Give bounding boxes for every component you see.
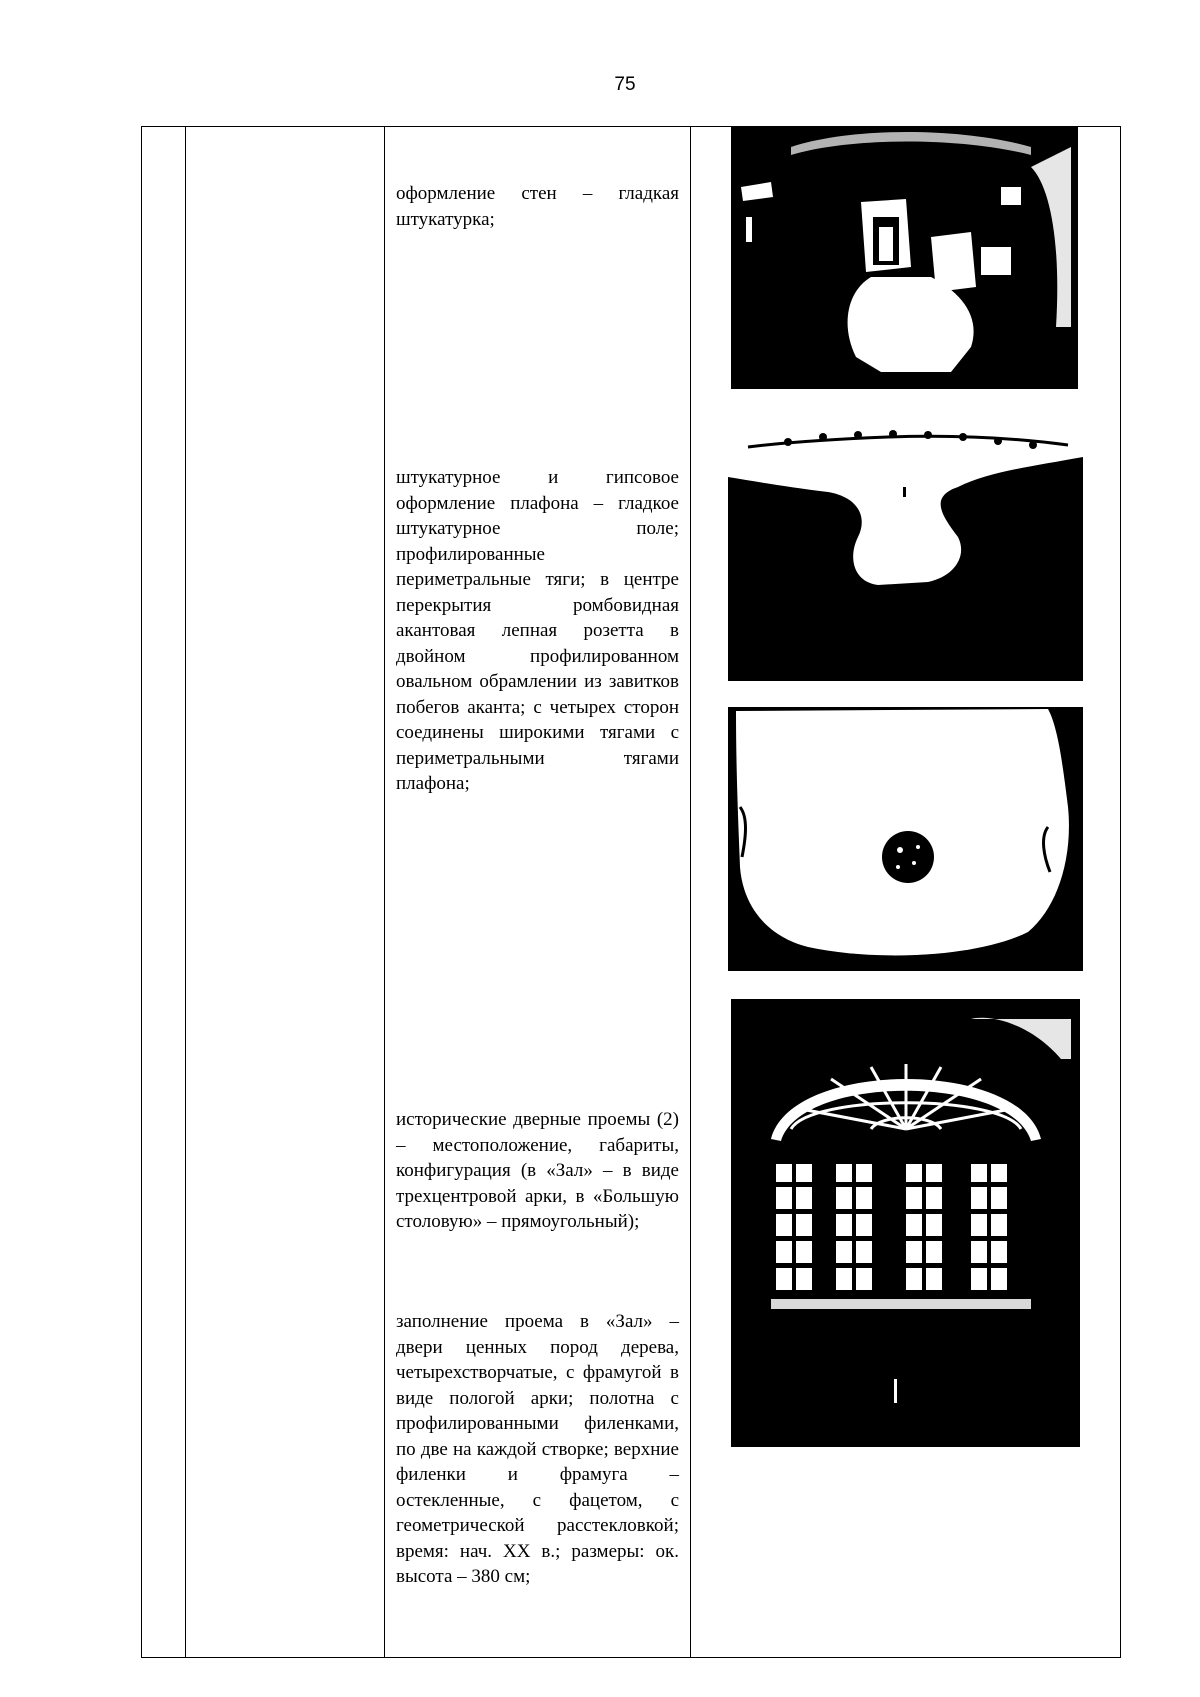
ceiling-perimeter-photo xyxy=(728,417,1083,681)
column-divider-2 xyxy=(384,127,385,1657)
door-fill-description: заполнение проема в «Зал» – двери ценных пород дерева, четырехстворчатые, с фрамугой в виде пологой арки; полотна с профилированными филенками, по две на каждой створке; верхние филенки и фрамуга – остекленные, с фацетом, с геометрической расстекловкой; время: нач. XX в.; размеры: ок. высота – 380 см; xyxy=(396,1311,679,1587)
arched-door-photo xyxy=(731,999,1080,1447)
column-divider-3 xyxy=(690,127,691,1657)
page-number: 75 xyxy=(614,74,636,95)
walls-description: оформление стен – гладкая штукатурка; xyxy=(396,183,679,230)
column-divider-1 xyxy=(185,127,186,1657)
ceiling-rosette-photo xyxy=(728,707,1083,971)
attributes-table xyxy=(141,126,1121,1658)
ceiling-description: штукатурное и гипсовое оформление плафона – гладкое штукатурное поле; профилированные периметральные тяги; в центре перекрытия ромбовидная акантовая лепная розетта в двойном профилированном овальном обрамлении из завитков побегов аканта; с четырех сторон соединены широкими тягами с периметральными тягами плафона; xyxy=(396,467,679,794)
doorways-description: исторические дверные проемы (2) – местоположение, габариты, конфигурация (в «Зал» – в виде трехцентровой арки, в «Большую столовую» – прямоугольный); xyxy=(396,1109,679,1232)
corridor-photo xyxy=(731,127,1078,389)
